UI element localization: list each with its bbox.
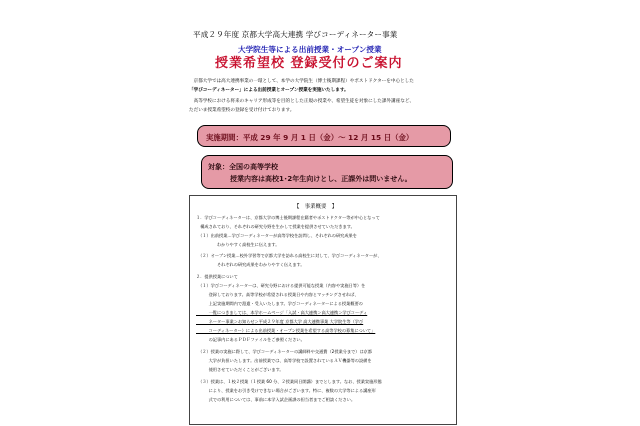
overview-line: 大学が負担いたします。出前授業では、高等学校で設置されているＡＶ機器等の設備を: [196, 358, 372, 363]
overview-title: 【 事業概要 】: [294, 204, 338, 210]
period-banner: [197, 125, 451, 147]
overview-line: １．学びコーディネーターは、京都大学の博士後期課程在籍者やポストドクター等が中心となって: [196, 215, 380, 220]
target-banner: [201, 155, 453, 189]
top-title: 平成２９年度 京都大学高大連携 学びコーディネーター事業: [193, 30, 398, 39]
intro-line-2: 「学びコーディネーター」による出前授業とオープン授業を実施いたします。: [189, 88, 349, 93]
period-text: 実施期間：平成 29 年 9 月 1 日（金）～ 12 月 15 日（金）: [206, 133, 414, 142]
overview-line: 一覧につきましては、本学ホームページ「入試・高大連携＞高大連携＞学びコーディ: [196, 310, 368, 315]
overview-line: の記事内にあるＰＤＦファイルをご参照ください。: [196, 337, 305, 342]
overview-line: 使用させていただくことがございます。: [196, 367, 284, 372]
overview-line: （２）授業の実施に際して、学びコーディネーターの講師料や交通費（2授業分まで）は京都: [196, 349, 373, 354]
intro-line-1: 京都大学では高大連携事業の一環として、本学の大学院生（博士後期課程）やポストドクターを中心とした: [189, 79, 414, 84]
overview-line: （１）学びコーディネーターは、研究分野における提供可能な授業（内容や実施日等）を: [196, 283, 366, 288]
intro-line-3: 高等学校における将来のキャリア形成等を目的とした正規の授業や、希望生徒を対象にした課外講座など、: [189, 99, 415, 104]
main-title: 授業希望校 登録受付のご案内: [215, 56, 403, 71]
sub-title: 大学院生等による出前授業・オープン授業: [238, 45, 382, 54]
overview-line: により、授業をお引き受けできない場合がございます。特に、複数の大学等による講座形: [196, 388, 376, 393]
document-page: [185, 28, 457, 423]
overview-line: わかりやすく高校生に伝えます。: [196, 242, 280, 247]
overview-line: 上記実施期間内で派遣・受入いたします。学びコーディネーターによる授業概要の: [196, 301, 363, 306]
overview-line: 構成されており、それぞれの研究分野を生かして授業を提供させていただきます。: [196, 224, 355, 229]
overview-line: それぞれの研究成果をわかりやすく伝えます。: [196, 262, 305, 267]
target-text: 対象：全国の高等学校: [208, 163, 278, 171]
target-detail-text: 授業内容は高校1･2年生向けとし、正課外は問いません。: [230, 175, 412, 183]
overview-line: （３）授業は、１校２授業（１授業 60 分、２授業同日開講）までとします。なお、授業実施形態: [196, 379, 382, 384]
overview-line: （２）オープン授業…校外学習等で京都大学を訪れる高校生に対して、学びコーディネーターが、: [196, 253, 382, 258]
overview-line: 登録しております。高等学校が希望される授業日や内容とマッチングさせれば、: [196, 292, 359, 297]
overview-line: コーディネーター）による出前授業・オープン授業を希望する高等学校の募集について」: [196, 328, 376, 333]
overview-box: [189, 195, 457, 425]
overview-line: 式での利用については、事前に本学入試企画課の担当者までご相談ください。: [196, 397, 356, 402]
overview-line: ２．提供授業について: [196, 274, 238, 279]
overview-line: （１）出前授業…学びコーディネーターが高等学校を訪問し、それぞれの研究成果を: [196, 233, 357, 238]
intro-line-4: ただいま授業希望校の登録を受け付けております。: [189, 108, 295, 113]
overview-line: ネーター事業＞お知らせ＞平成２９年度 京都大学 高大連携事業 大学院生等（学び: [196, 319, 364, 324]
